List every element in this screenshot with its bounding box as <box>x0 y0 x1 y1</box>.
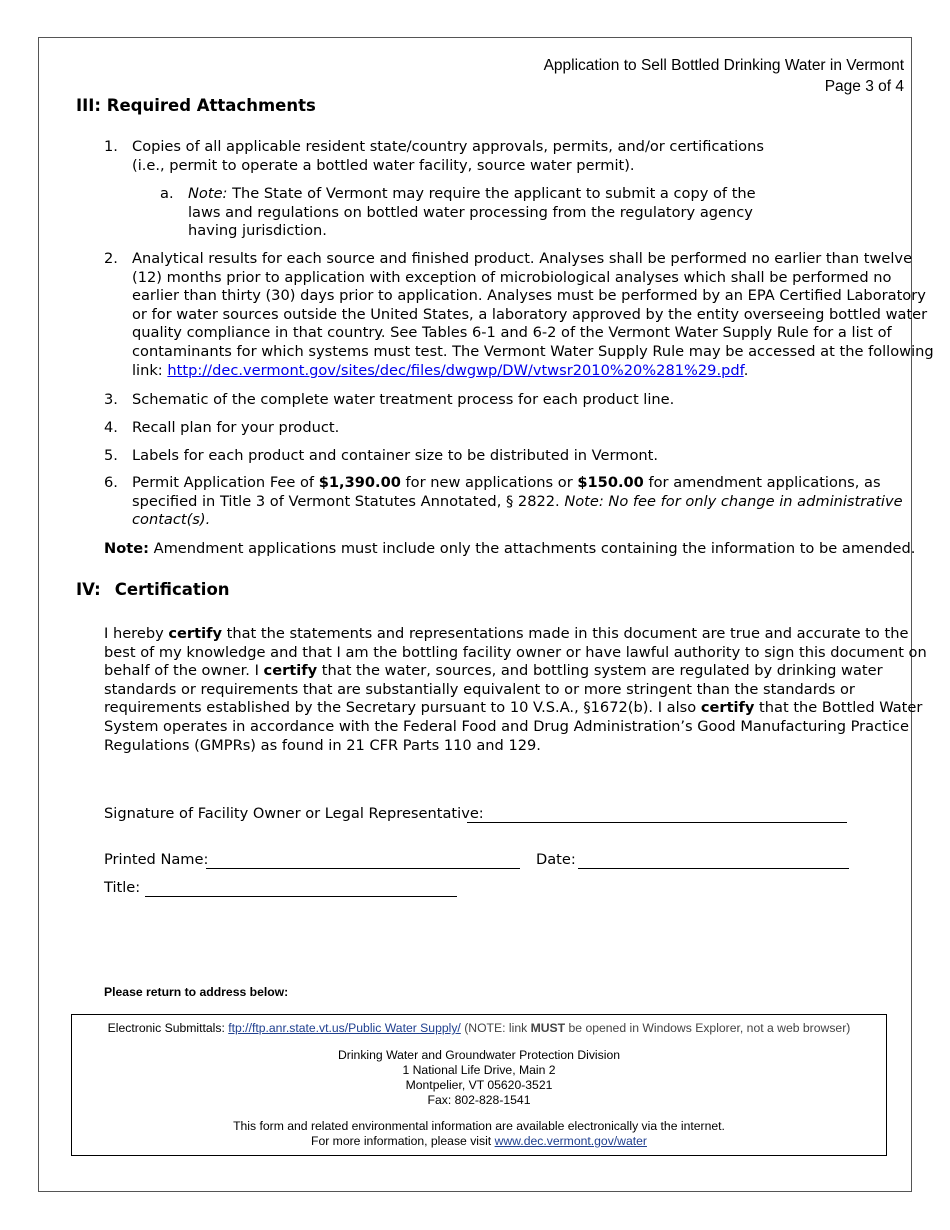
item-1a-letter: a. <box>160 185 174 202</box>
title-label: Title: <box>104 879 141 896</box>
item-4-number: 4. <box>104 419 118 436</box>
fee-note: contact(s). <box>132 511 211 529</box>
page-header <box>544 55 904 97</box>
cert-text: Regulations (GMPRs) as found in 21 CFR Parts 110 and 129. <box>104 736 541 754</box>
electronic-note-must: MUST <box>530 1021 566 1035</box>
header-title: Application to Sell Bottled Drinking Water in Vermont <box>543 57 904 74</box>
item-3-text: Schematic of the complete water treatment process for each product line. <box>132 391 675 408</box>
item-1-number: 1. <box>104 138 118 155</box>
cert-text: requirements established by the Secretary pursuant to 10 V.S.A., §1672(b). I also <box>104 699 701 717</box>
cert-text: behalf of the owner. I <box>104 662 264 680</box>
link-suffix: . <box>743 361 749 379</box>
cert-text: that the Bottled Water <box>754 699 923 717</box>
fax-line: Fax: 802-828-1541 <box>427 1093 531 1107</box>
info-prefix: For more information, please visit <box>311 1134 495 1148</box>
item-2-line: Analytical results for each source and finished product. Analyses shall be performed no earlier than twelve <box>132 250 913 267</box>
electronic-submittals <box>72 1021 886 1036</box>
electronic-note: be opened in Windows Explorer, not a web browser) <box>565 1021 851 1035</box>
item-5-text: Labels for each product and container size to be distributed in Vermont. <box>132 447 658 464</box>
printed-name-field[interactable] <box>206 868 520 869</box>
section-4-title: Certification <box>114 580 230 599</box>
fee-text: Permit Application Fee of <box>132 474 319 491</box>
ftp-link[interactable]: ftp://ftp.anr.state.vt.us/Public Water Supply/ <box>228 1021 461 1035</box>
cert-text: standards or requirements that are substantially equivalent to or more stringent than the standards or <box>104 680 855 698</box>
fee-new-amount: $1,390.00 <box>318 474 401 491</box>
item-1a-line: laws and regulations on bottled water processing from the regulatory agency <box>188 203 753 221</box>
signature-label: Signature of Facility Owner or Legal Representative: <box>104 805 484 822</box>
item-2-line: contaminants for which systems must test. The Vermont Water Supply Rule may be accessed at the following <box>132 342 934 360</box>
return-heading: Please return to address below: <box>104 985 289 999</box>
fee-amend-amount: $150.00 <box>577 474 644 491</box>
cert-text: I hereby <box>104 625 169 642</box>
cert-text: that the water, sources, and bottling system are regulated by drinking water <box>317 662 883 680</box>
note-text: Amendment applications must include only the attachments containing the information to be amended. <box>148 540 916 557</box>
item-1a-line: having jurisdiction. <box>188 222 327 240</box>
return-address-box <box>71 1014 887 1156</box>
link-prefix: link: <box>132 361 168 379</box>
address-line: 1 National Life Drive, Main 2 <box>402 1063 556 1077</box>
address-line: Montpelier, VT 05620-3521 <box>405 1078 553 1092</box>
item-1-line: Copies of all applicable resident state/country approvals, permits, and/or certifications <box>132 138 764 155</box>
cert-text: best of my knowledge and that I am the bottling facility owner or have lawful authority to sign this document on <box>104 643 927 661</box>
certification-paragraph <box>104 625 927 755</box>
item-2-line: (12) months prior to application with exception of microbiological analyses which shall be performed no <box>132 268 892 286</box>
signature-field[interactable] <box>467 822 847 823</box>
fee-text: for amendment applications, as <box>643 474 881 491</box>
item-1a-line: The State of Vermont may require the applicant to submit a copy of the <box>227 185 756 202</box>
date-label: Date: <box>536 851 576 868</box>
item-6-number: 6. <box>104 474 118 491</box>
item-2-line: quality compliance in that country. See Tables 6-1 and 6-2 of the Vermont Water Supply Rule for a list of <box>132 324 892 342</box>
address-line: Drinking Water and Groundwater Protection Division <box>337 1048 620 1062</box>
item-1-line: (i.e., permit to operate a bottled water facility, source water permit). <box>132 156 635 174</box>
item-5-number: 5. <box>104 447 118 464</box>
section-4-number: IV: <box>76 580 101 599</box>
cert-bold: certify <box>168 625 222 642</box>
note-label: Note: <box>188 185 228 202</box>
fee-text: specified in Title 3 of Vermont Statutes Annotated, § 2822. <box>132 492 565 510</box>
cert-text: System operates in accordance with the Federal Food and Drug Administration’s Good Manufacturing Practice <box>104 717 909 735</box>
amendment-note <box>104 540 915 559</box>
printed-name-label: Printed Name: <box>104 851 209 868</box>
fee-note: Note: No fee for only change in administrative <box>564 492 903 510</box>
note-label: Note: <box>104 540 149 557</box>
item-1-text <box>132 138 764 175</box>
fee-text: for new applications or <box>400 474 578 491</box>
water-supply-rule-link[interactable]: http://dec.vermont.gov/sites/dec/files/dwgwp/DW/vtwsr2010%20%281%29.pdf <box>167 361 744 379</box>
electronic-note: (NOTE: link <box>460 1021 531 1035</box>
item-4-text: Recall plan for your product. <box>132 419 340 436</box>
header-page-number: Page 3 of 4 <box>824 78 904 95</box>
info-line <box>72 1134 886 1149</box>
item-2-line: or for water sources outside the United States, a laboratory approved by the entity overseeing bottled water <box>132 305 928 323</box>
item-1a-text <box>188 185 756 241</box>
date-field[interactable] <box>578 868 849 869</box>
dec-water-link[interactable]: www.dec.vermont.gov/water <box>494 1134 647 1148</box>
section-4-heading <box>76 580 230 599</box>
info-line: This form and related environmental information are available electronically via the internet. <box>233 1119 725 1133</box>
electronic-label: Electronic Submittals: <box>107 1021 229 1035</box>
cert-bold: certify <box>700 699 755 717</box>
section-3-heading: III: Required Attachments <box>76 96 316 115</box>
cert-text: that the statements and representations made in this document are true and accurate to the <box>221 625 909 642</box>
title-field[interactable] <box>145 896 457 897</box>
item-6-text <box>132 474 903 530</box>
item-2-text <box>132 250 934 380</box>
item-3-number: 3. <box>104 391 118 408</box>
item-2-number: 2. <box>104 250 118 267</box>
cert-bold: certify <box>263 662 318 680</box>
item-2-line: earlier than thirty (30) days prior to application. Analyses must be performed by an EPA Certified Laboratory <box>132 287 926 305</box>
